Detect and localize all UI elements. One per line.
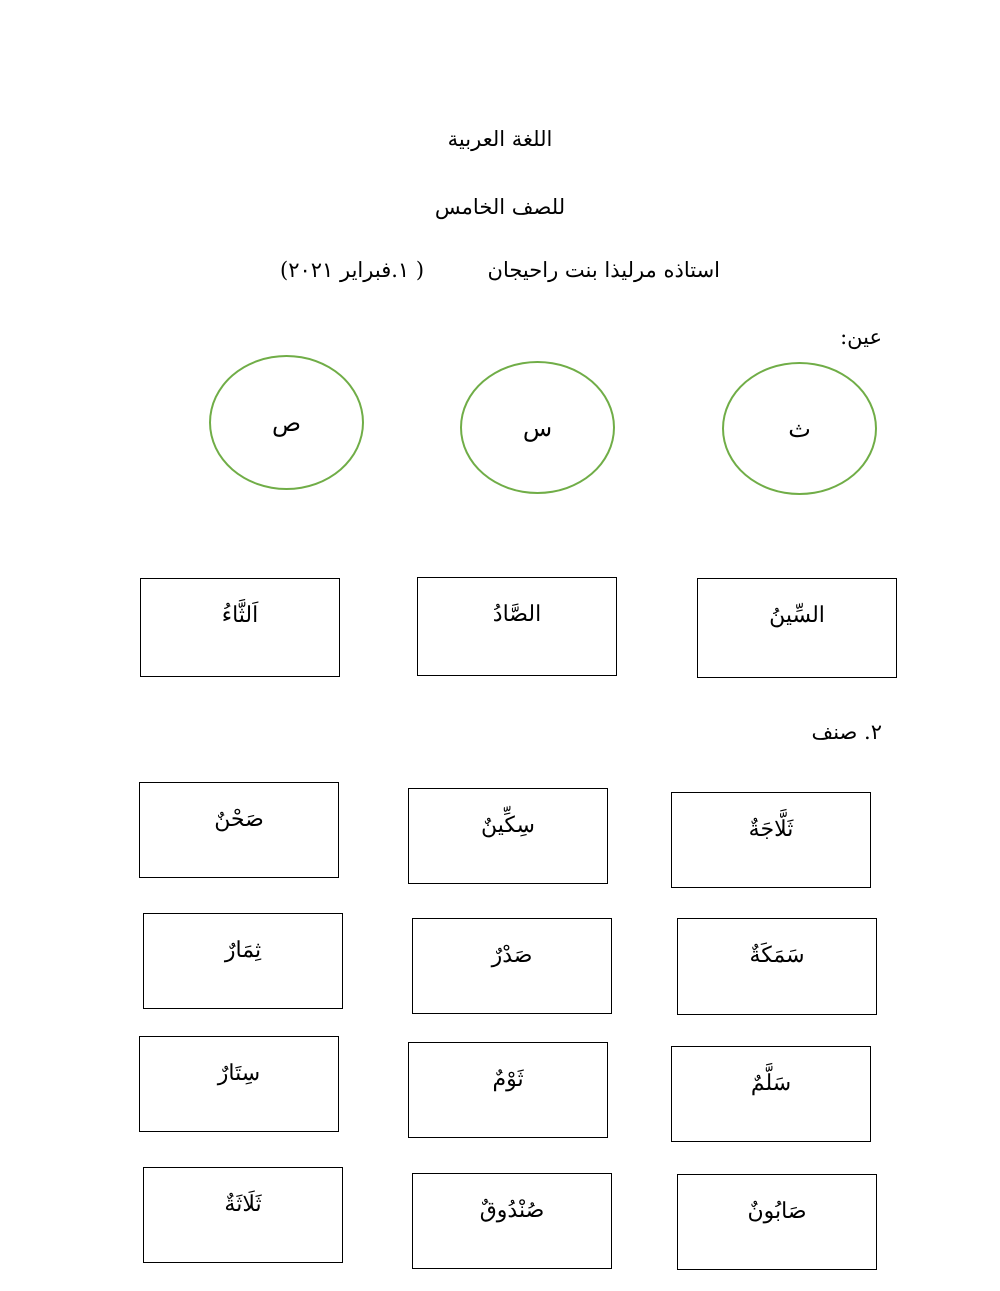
drop-zone-sad[interactable] bbox=[209, 355, 364, 490]
word-card[interactable] bbox=[671, 1046, 871, 1142]
word-card[interactable] bbox=[143, 1167, 343, 1263]
section1-instruction: عين: bbox=[840, 325, 882, 349]
word-card[interactable] bbox=[671, 792, 871, 888]
letter-seen: س bbox=[522, 413, 553, 442]
draggable-card-tha[interactable] bbox=[140, 578, 340, 677]
word-text: سَمَكَةٌ bbox=[749, 943, 805, 968]
word-text: سِكِّينٌ bbox=[481, 813, 535, 838]
card-text: الصَّادُ bbox=[492, 602, 542, 627]
word-card[interactable] bbox=[143, 913, 343, 1009]
word-card[interactable] bbox=[412, 918, 612, 1014]
word-card[interactable] bbox=[408, 788, 608, 884]
word-text: صَابُونٌ bbox=[747, 1199, 807, 1224]
word-text: سَلَّمٌ bbox=[750, 1071, 792, 1096]
card-text: السِّينُ bbox=[769, 603, 825, 628]
draggable-card-seen[interactable] bbox=[697, 578, 897, 678]
word-text: ثَوْمٌ bbox=[492, 1067, 524, 1092]
word-card[interactable] bbox=[139, 782, 339, 878]
word-card[interactable] bbox=[408, 1042, 608, 1138]
date-label: ( ١.فبراير ٢٠٢١) bbox=[280, 258, 425, 282]
word-text: ثِمَارٌ bbox=[224, 938, 262, 963]
word-text: ثَلَّاجَةٌ bbox=[748, 817, 794, 842]
subject-title: اللغة العربية bbox=[447, 127, 553, 151]
word-text: سِتَارٌ bbox=[217, 1061, 261, 1086]
word-card[interactable] bbox=[412, 1173, 612, 1269]
word-text: صَدْرٌ bbox=[491, 943, 533, 968]
draggable-card-sad[interactable] bbox=[417, 577, 617, 676]
grade-title: للصف الخامس bbox=[434, 195, 566, 219]
card-text: اَلثَّاءُ bbox=[221, 603, 259, 628]
section2-instruction: ٢. صنف bbox=[811, 720, 882, 744]
word-text: صُنْدُوقٌ bbox=[479, 1198, 545, 1223]
drop-zone-seen[interactable] bbox=[460, 361, 615, 494]
drop-zone-tha[interactable] bbox=[722, 362, 877, 495]
word-card[interactable] bbox=[677, 1174, 877, 1270]
letter-sad: ص bbox=[271, 408, 301, 437]
word-text: ثَلَاثَةٌ bbox=[224, 1192, 262, 1217]
letter-tha: ث bbox=[788, 414, 811, 443]
word-card[interactable] bbox=[139, 1036, 339, 1132]
word-text: صَحْنٌ bbox=[214, 807, 264, 832]
teacher-name: استاذه مرليذا بنت راحيجان bbox=[487, 258, 720, 282]
word-card[interactable] bbox=[677, 918, 877, 1015]
